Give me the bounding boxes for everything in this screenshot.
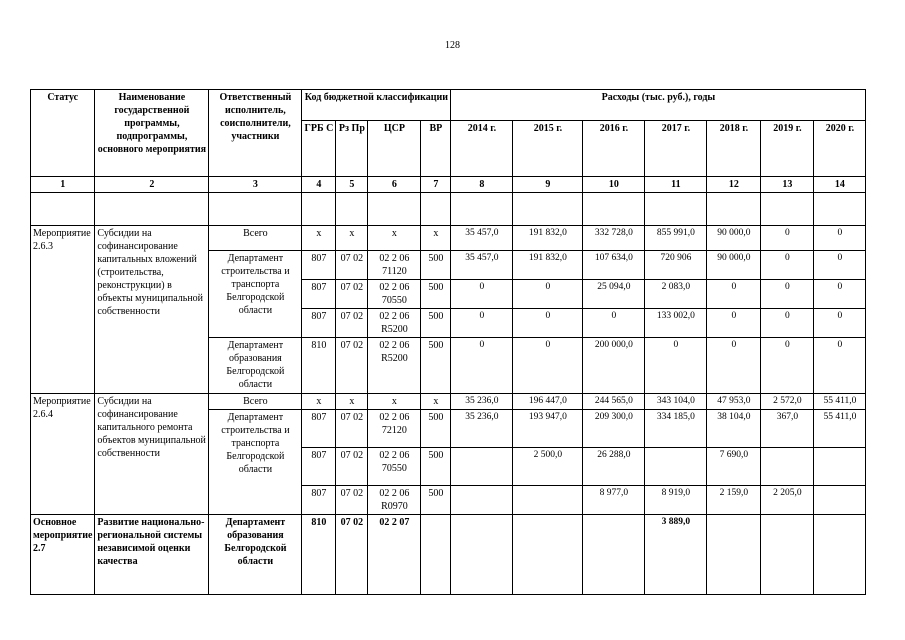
value-cell <box>583 515 645 595</box>
value-cell: 0 <box>513 309 583 338</box>
csr-cell: 02 2 07 <box>368 515 421 595</box>
empty-row <box>31 193 866 226</box>
value-cell: 196 447,0 <box>513 394 583 410</box>
value-cell: 191 832,0 <box>513 226 583 251</box>
value-cell: 35 236,0 <box>451 394 513 410</box>
csr-cell: х <box>368 394 421 410</box>
rzpr-cell: 07 02 <box>336 448 368 486</box>
program-name-cell: Субсидии на софинансирование капитального ремонта объектов муниципальной собственности <box>95 394 209 515</box>
rzpr-cell: 07 02 <box>336 515 368 595</box>
executor-cell: Департамент образования Белгородской области <box>209 338 302 394</box>
grbs-cell: х <box>302 394 336 410</box>
program-name-cell: Развитие национально-региональной системы независимой оценки качества <box>95 515 209 595</box>
csr-cell: 02 2 06 R0970 <box>368 486 421 515</box>
budget-table <box>30 89 866 595</box>
column-numbers-row <box>31 177 866 193</box>
value-cell: 191 832,0 <box>513 251 583 280</box>
value-cell <box>645 448 707 486</box>
value-cell: 35 457,0 <box>451 251 513 280</box>
executor-cell: Департамент образования Белгородской области <box>209 515 302 595</box>
column-number: 12 <box>707 177 761 193</box>
value-cell: 35 236,0 <box>451 410 513 448</box>
header-expenses: Расходы (тыс. руб.), годы <box>451 90 866 121</box>
value-cell <box>761 515 814 595</box>
value-cell: 2 500,0 <box>513 448 583 486</box>
header-vr: ВР <box>421 121 451 177</box>
csr-cell: 02 2 06 72120 <box>368 410 421 448</box>
header-year: 2015 г. <box>513 121 583 177</box>
value-cell <box>814 486 866 515</box>
column-number: 10 <box>583 177 645 193</box>
value-cell: 2 159,0 <box>707 486 761 515</box>
value-cell: 244 565,0 <box>583 394 645 410</box>
column-number: 2 <box>95 177 209 193</box>
value-cell: 90 000,0 <box>707 251 761 280</box>
value-cell: 107 634,0 <box>583 251 645 280</box>
value-cell: 0 <box>814 226 866 251</box>
header-csr: ЦСР <box>368 121 421 177</box>
vr-cell <box>421 515 451 595</box>
header-budget-code: Код бюджетной классификации <box>302 90 451 121</box>
value-cell: 332 728,0 <box>583 226 645 251</box>
value-cell <box>513 515 583 595</box>
value-cell <box>814 515 866 595</box>
vr-cell: 500 <box>421 448 451 486</box>
status-cell: Основное мероприятие 2.7 <box>31 515 95 595</box>
column-number: 4 <box>302 177 336 193</box>
value-cell: 2 205,0 <box>761 486 814 515</box>
column-number: 7 <box>421 177 451 193</box>
value-cell <box>451 515 513 595</box>
csr-cell: 02 2 06 R5200 <box>368 338 421 394</box>
value-cell: 209 300,0 <box>583 410 645 448</box>
value-cell <box>761 448 814 486</box>
vr-cell: 500 <box>421 486 451 515</box>
csr-cell: 02 2 06 70550 <box>368 448 421 486</box>
value-cell: 3 889,0 <box>645 515 707 595</box>
value-cell: 0 <box>707 309 761 338</box>
value-cell: 35 457,0 <box>451 226 513 251</box>
value-cell: 0 <box>761 280 814 309</box>
value-cell: 0 <box>451 338 513 394</box>
value-cell: 0 <box>707 280 761 309</box>
header-year: 2019 г. <box>761 121 814 177</box>
table-row <box>31 226 866 251</box>
grbs-cell: 807 <box>302 251 336 280</box>
header-year: 2014 г. <box>451 121 513 177</box>
value-cell: 0 <box>814 309 866 338</box>
value-cell: 0 <box>761 226 814 251</box>
column-number: 1 <box>31 177 95 193</box>
value-cell: 25 094,0 <box>583 280 645 309</box>
grbs-cell: 810 <box>302 338 336 394</box>
value-cell: 0 <box>814 280 866 309</box>
value-cell <box>707 515 761 595</box>
status-cell: Мероприятие 2.6.3 <box>31 226 95 394</box>
rzpr-cell: х <box>336 394 368 410</box>
value-cell: 55 411,0 <box>814 410 866 448</box>
column-number: 14 <box>814 177 866 193</box>
value-cell: 720 906 <box>645 251 707 280</box>
value-cell: 47 953,0 <box>707 394 761 410</box>
header-executor: Ответственный исполнитель, соисполнители, участники <box>209 90 302 177</box>
vr-cell: 500 <box>421 280 451 309</box>
value-cell: 0 <box>645 338 707 394</box>
column-number: 13 <box>761 177 814 193</box>
grbs-cell: 810 <box>302 515 336 595</box>
value-cell: 0 <box>707 338 761 394</box>
executor-cell: Департамент строительства и транспорта Белгородской области <box>209 410 302 515</box>
page-number: 128 <box>445 40 460 51</box>
csr-cell: х <box>368 226 421 251</box>
csr-cell: 02 2 06 71120 <box>368 251 421 280</box>
value-cell: 0 <box>761 309 814 338</box>
grbs-cell: 807 <box>302 486 336 515</box>
value-cell: 8 919,0 <box>645 486 707 515</box>
rzpr-cell: х <box>336 226 368 251</box>
value-cell: 367,0 <box>761 410 814 448</box>
column-number: 6 <box>368 177 421 193</box>
status-cell: Мероприятие 2.6.4 <box>31 394 95 515</box>
value-cell: 7 690,0 <box>707 448 761 486</box>
value-cell: 0 <box>451 309 513 338</box>
value-cell <box>451 486 513 515</box>
value-cell: 0 <box>583 309 645 338</box>
rzpr-cell: 07 02 <box>336 280 368 309</box>
vr-cell: х <box>421 394 451 410</box>
value-cell: 2 083,0 <box>645 280 707 309</box>
value-cell <box>451 448 513 486</box>
value-cell: 0 <box>761 338 814 394</box>
value-cell: 0 <box>761 251 814 280</box>
value-cell: 200 000,0 <box>583 338 645 394</box>
value-cell: 0 <box>513 338 583 394</box>
header-grbs: ГРБ С <box>302 121 336 177</box>
vr-cell: 500 <box>421 251 451 280</box>
csr-cell: 02 2 06 R5200 <box>368 309 421 338</box>
column-number: 8 <box>451 177 513 193</box>
header-year: 2018 г. <box>707 121 761 177</box>
value-cell <box>513 486 583 515</box>
column-number: 3 <box>209 177 302 193</box>
value-cell <box>814 448 866 486</box>
grbs-cell: 807 <box>302 448 336 486</box>
executor-cell: Всего <box>209 394 302 410</box>
executor-cell: Всего <box>209 226 302 251</box>
value-cell: 0 <box>451 280 513 309</box>
grbs-cell: 807 <box>302 309 336 338</box>
value-cell: 0 <box>814 251 866 280</box>
table-row <box>31 515 866 595</box>
vr-cell: 500 <box>421 410 451 448</box>
value-cell: 26 288,0 <box>583 448 645 486</box>
vr-cell: 500 <box>421 338 451 394</box>
header-year: 2017 г. <box>645 121 707 177</box>
header-year: 2016 г. <box>583 121 645 177</box>
grbs-cell: 807 <box>302 410 336 448</box>
rzpr-cell: 07 02 <box>336 309 368 338</box>
rzpr-cell: 07 02 <box>336 338 368 394</box>
value-cell: 133 002,0 <box>645 309 707 338</box>
value-cell: 0 <box>814 338 866 394</box>
value-cell: 193 947,0 <box>513 410 583 448</box>
column-number: 11 <box>645 177 707 193</box>
value-cell: 0 <box>513 280 583 309</box>
vr-cell: 500 <box>421 309 451 338</box>
program-name-cell: Субсидии на софинансирование капитальных вложений (строительства, реконструкции) в объекты муниципальной собственности <box>95 226 209 394</box>
rzpr-cell: 07 02 <box>336 410 368 448</box>
header-status: Статус <box>31 90 95 177</box>
value-cell: 343 104,0 <box>645 394 707 410</box>
header-year: 2020 г. <box>814 121 866 177</box>
value-cell: 55 411,0 <box>814 394 866 410</box>
rzpr-cell: 07 02 <box>336 251 368 280</box>
value-cell: 334 185,0 <box>645 410 707 448</box>
value-cell: 2 572,0 <box>761 394 814 410</box>
column-number: 9 <box>513 177 583 193</box>
value-cell: 8 977,0 <box>583 486 645 515</box>
executor-cell: Департамент строительства и транспорта Белгородской области <box>209 251 302 338</box>
column-number: 5 <box>336 177 368 193</box>
grbs-cell: 807 <box>302 280 336 309</box>
grbs-cell: х <box>302 226 336 251</box>
value-cell: 38 104,0 <box>707 410 761 448</box>
header-program-name: Наименование государственной программы, подпрограммы, основного мероприятия <box>95 90 209 177</box>
vr-cell: х <box>421 226 451 251</box>
value-cell: 90 000,0 <box>707 226 761 251</box>
value-cell: 855 991,0 <box>645 226 707 251</box>
header-rzpr: Рз Пр <box>336 121 368 177</box>
csr-cell: 02 2 06 70550 <box>368 280 421 309</box>
rzpr-cell: 07 02 <box>336 486 368 515</box>
table-row <box>31 394 866 410</box>
